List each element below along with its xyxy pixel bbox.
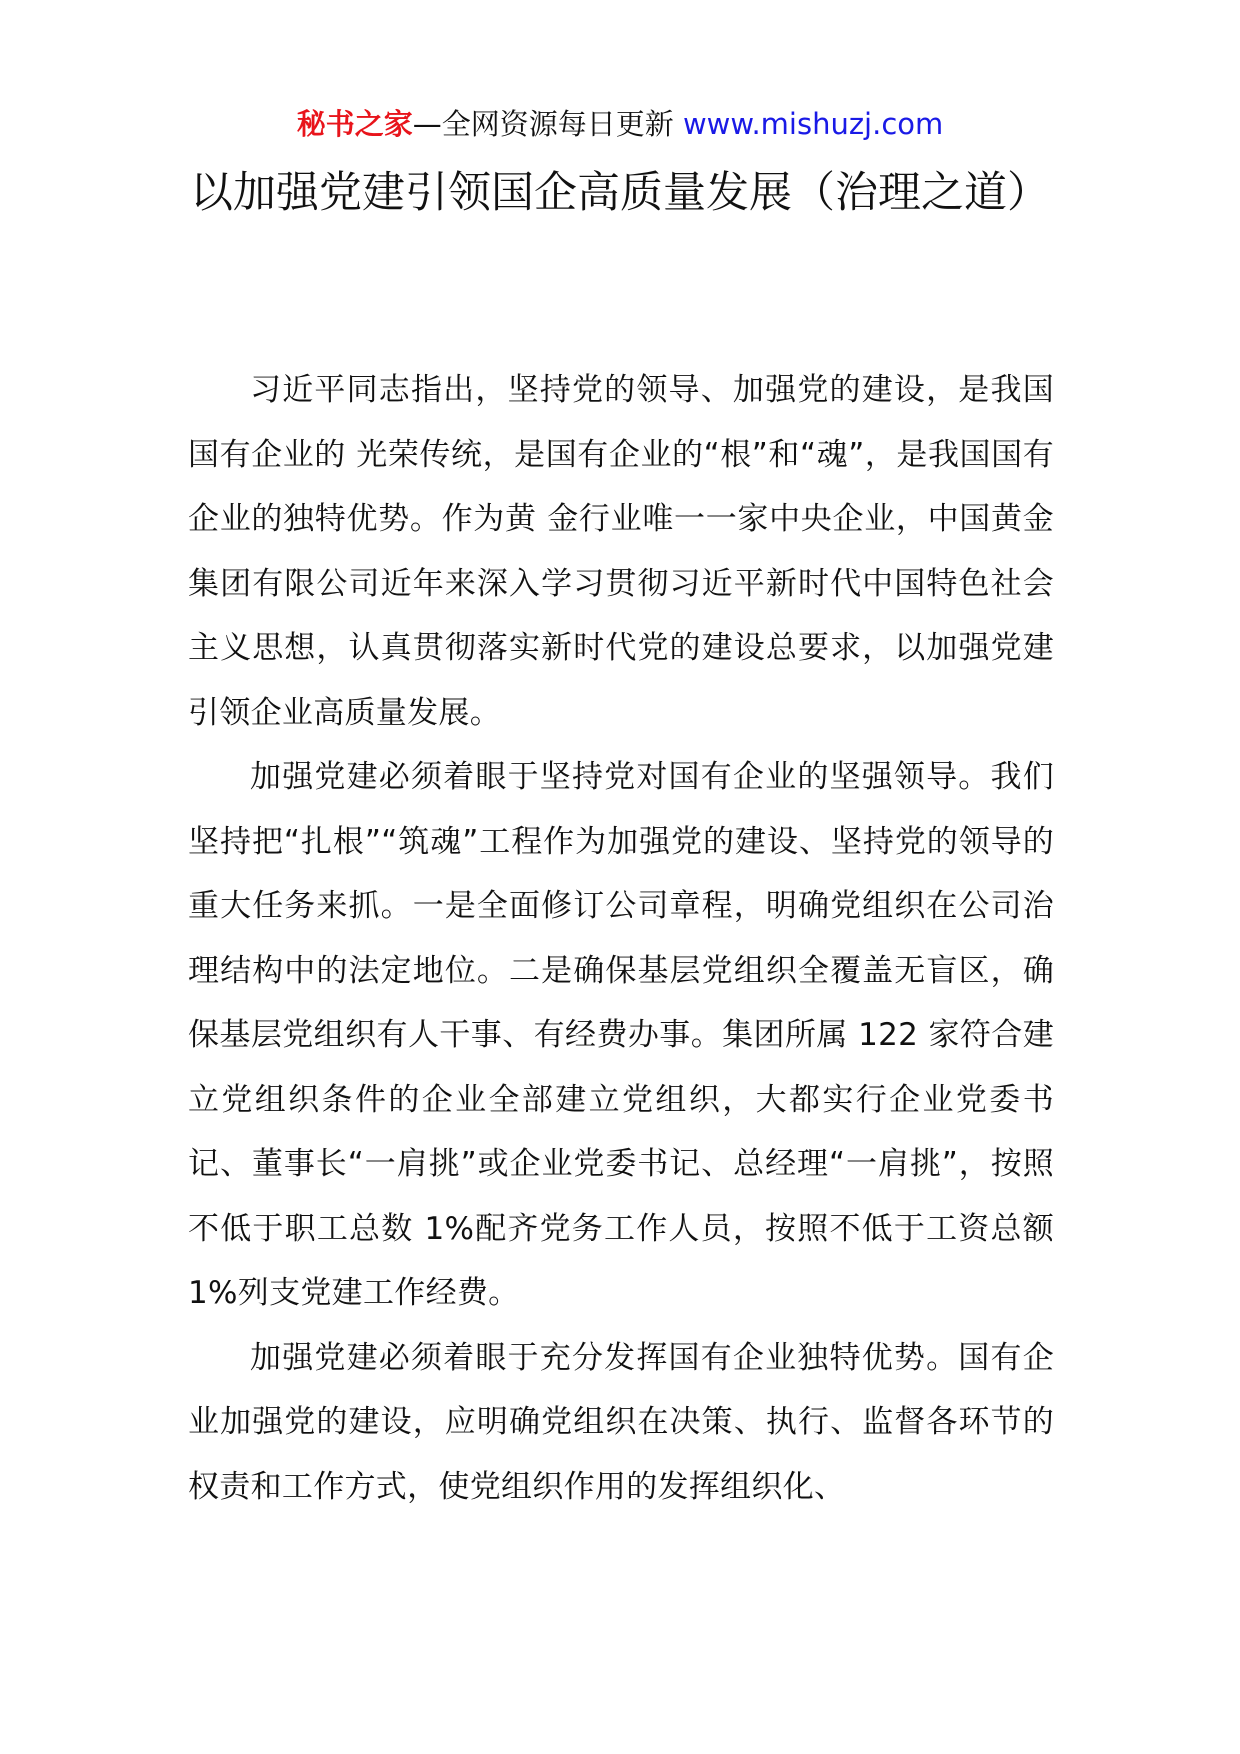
document-title: 以加强党建引领国企高质量发展（治理之道） <box>190 168 1050 218</box>
site-brand: 秘书之家 <box>296 107 413 141</box>
body-paragraph: 习近平同志指出，坚持党的领导、加强党的建设，是我国国有企业的 光荣传统，是国有企业的“根”和“魂”，是我国国有企业的独特优势。作为黄 金行业唯一一家中央企业，中国黄金集团有限公司近年来深入学习贯彻习近平新时代中国特色社会主义思想，认真贯彻落实新时代党的建设总要求，以加强党建引领企业高质量发展。 <box>188 372 1054 731</box>
site-url-link[interactable]: www.mishuzj.com <box>682 107 944 141</box>
document-body <box>188 358 1054 1519</box>
body-paragraph: 加强党建必须着眼于充分发挥国有企业独特优势。国有企业加强党的建设，应明确党组织在决策、执行、监督各环节的权责和工作方式，使党组织作用的发挥组织化、 <box>188 1339 1054 1505</box>
body-paragraph: 加强党建必须着眼于坚持党对国有企业的坚强领导。我们坚持把“扎根”“筑魂”工程作为加强党的建设、坚持党的领导的重大任务来抓。一是全面修订公司章程，明确党组织在公司治理结构中的法定地位。二是确保基层党组织全覆盖无盲区，确保基层党组织有人干事、有经费办事。集团所属 122 家符合建立党组织条件的企业全部建立党组织，大都实行企业党委书记、董事长“一肩挑”或企业党委书记、总经理“一肩挑”，按照不低于职工总数 1%配齐党务工作人员，按照不低于工资总额 1%列支党建工作经费。 <box>188 759 1054 1311</box>
site-header <box>0 104 1240 144</box>
header-dash: — <box>412 107 442 141</box>
site-slogan: 全网资源每日更新 <box>441 107 683 141</box>
